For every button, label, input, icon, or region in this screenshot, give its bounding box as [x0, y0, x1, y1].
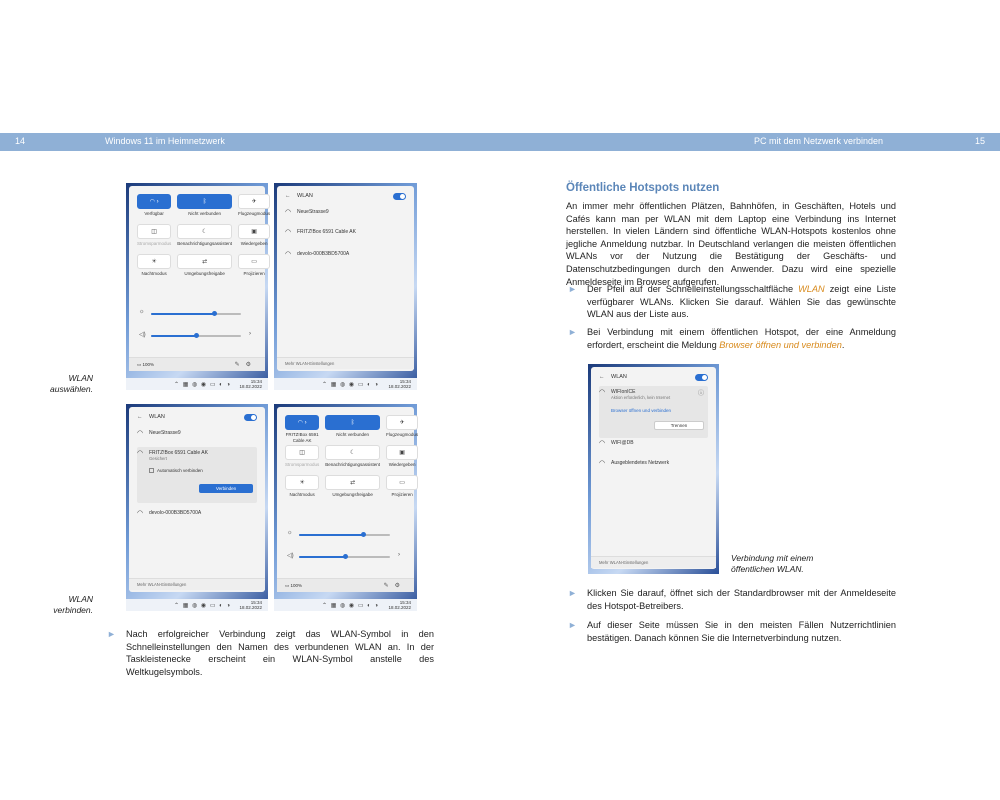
quick-settings-grid — [137, 194, 271, 282]
quick-setting-tile[interactable] — [386, 475, 418, 503]
bullet-arrow-icon: ► — [568, 327, 577, 337]
quick-setting-tile[interactable] — [285, 475, 319, 503]
disconnect-button[interactable]: Trennen — [654, 421, 704, 430]
speaker-icon: ◁) — [139, 332, 146, 338]
chevron-right-icon[interactable]: › — [398, 552, 400, 558]
volume-slider[interactable] — [287, 553, 400, 561]
back-arrow-icon[interactable]: ← — [285, 193, 291, 199]
wifi-icon: ◠ — [285, 229, 292, 236]
quick-setting-tile[interactable] — [238, 224, 270, 252]
quick-setting-label: Nicht verbunden — [336, 432, 370, 437]
page-header — [0, 133, 1000, 151]
quick-setting-label: Projizieren — [391, 492, 413, 497]
clock: 15:34 18.02.2022 — [239, 379, 262, 389]
quick-setting-label: Flugzeugmodus — [238, 211, 271, 216]
quick-setting-tile[interactable] — [325, 475, 380, 503]
quick-setting-tile[interactable] — [325, 415, 380, 443]
wifi-icon: ◠ — [599, 460, 606, 467]
sun-icon[interactable]: ☀ — [137, 254, 171, 269]
quick-settings-panel — [277, 407, 419, 592]
bluetooth-icon[interactable]: ᛒ — [325, 415, 380, 430]
bullet-arrow-icon: ► — [568, 588, 577, 598]
page-number-left: 14 — [15, 136, 26, 146]
quick-setting-tile[interactable] — [177, 224, 232, 252]
caption-select: WLAN auswählen. — [49, 373, 93, 394]
network-item-selected[interactable]: ◠ FRITZ!Box 6591 Cable AK Gesichert Automatisch verbinden Verbinden — [137, 447, 257, 503]
quick-setting-label: Verfügbar — [144, 211, 164, 216]
wifi-icon: ◠ — [285, 251, 292, 258]
battery-saver-icon[interactable]: ◫ — [137, 224, 171, 239]
bullet-connected-info: ► Nach erfolgreicher Verbindung zeigt das WLAN-Symbol in den Schnelleinstellungen den Namen des verbundenen WLAN an. In der Taskleistenecke erscheint ein WLAN-Symbol anstelle des Weltkugelsymbols. — [107, 629, 434, 677]
cast-icon[interactable]: ▣ — [238, 224, 270, 239]
network-item-selected[interactable]: ◠ WIFIonICE Aktion erforderlich, kein Internet ⓘ Browser öffnen und verbinden Trennen — [599, 386, 708, 438]
wlan-header: ← WLAN — [137, 414, 257, 424]
page-number-right: 15 — [975, 136, 986, 146]
wifi-icon: ◠ — [599, 440, 606, 447]
tray-icons[interactable]: ⌃ ▦ ◍ ◉ ▭ ◐ ◑ — [322, 603, 380, 609]
tray-icons[interactable]: ⌃ ▦ ◍ ◉ ▭ ◐ ◑ — [174, 603, 232, 609]
caption-public: Verbindung mit einem öffentlichen WLAN. — [731, 553, 814, 574]
bullet-browser-opens: ► Klicken Sie darauf, öffnet sich der Standardbrowser mit der Anmeldeseite des Hotspot-Betreibers. — [568, 588, 896, 611]
back-arrow-icon[interactable]: ← — [599, 374, 605, 380]
quick-setting-label: Benachrichtigungsassistent — [177, 241, 233, 246]
share-icon[interactable]: ⇄ — [177, 254, 232, 269]
network-item[interactable]: ◠ WIFI@DB — [599, 440, 634, 447]
bullet-confirm-terms: ► Auf dieser Seite müssen Sie in den meisten Fällen Nutzerrichtlinien bestätigen. Danach können Sie die Internetverbindung nutzen. — [568, 620, 896, 643]
network-item[interactable]: ◠ devolo-000B3BD5700A — [137, 510, 202, 517]
auto-connect-checkbox[interactable]: Automatisch verbinden — [149, 468, 203, 473]
caption-connect: WLAN verbinden. — [53, 594, 93, 615]
wifi-icon: ◠ — [137, 510, 144, 517]
quick-settings-grid — [285, 415, 419, 503]
wifi-icon[interactable]: ◠ › — [137, 194, 171, 209]
taskbar — [126, 378, 268, 390]
brightness-slider[interactable] — [287, 531, 400, 539]
more-wlan-settings-link[interactable]: Mehr WLAN-Einstellungen — [591, 556, 716, 568]
wlan-panel — [277, 186, 414, 371]
wlan-header: ← WLAN — [599, 374, 708, 384]
quick-setting-label: Stromsparmodus — [137, 241, 172, 246]
wifi-icon[interactable]: ◠ › — [285, 415, 319, 430]
wifi-icon: ◠ — [285, 209, 292, 216]
wlan-header: ← WLAN — [285, 193, 406, 203]
info-icon: ⓘ — [697, 391, 704, 397]
chevron-right-icon[interactable]: › — [249, 331, 251, 337]
browser-connect-link[interactable]: Browser öffnen und verbinden — [611, 408, 671, 413]
project-icon[interactable]: ▭ — [238, 254, 270, 269]
quick-setting-label: Umgebungsfreigabe — [332, 492, 373, 497]
quick-setting-tile[interactable] — [285, 445, 319, 473]
screenshot-quick-settings-2 — [274, 404, 417, 611]
more-wlan-settings-link[interactable]: Mehr WLAN-Einstellungen — [129, 578, 265, 590]
speaker-icon: ◁) — [287, 553, 294, 559]
moon-icon[interactable]: ☾ — [177, 224, 232, 239]
wlan-connect-panel — [129, 407, 265, 592]
quick-setting-label: Wiedergeben — [388, 462, 416, 467]
quick-setting-tile[interactable] — [238, 194, 270, 222]
brightness-icon: ☼ — [139, 309, 145, 315]
quick-setting-label: Projizieren — [243, 271, 265, 276]
more-wlan-settings-link[interactable]: Mehr WLAN-Einstellungen — [277, 357, 414, 369]
battery-indicator: ▭ 100% — [285, 583, 303, 588]
quick-setting-tile[interactable] — [137, 254, 171, 282]
quick-setting-label: Nachtmodus — [141, 271, 167, 276]
screenshot-hotspot — [588, 364, 719, 574]
network-item[interactable]: ◠ NeueStrasse9 — [137, 430, 181, 437]
wlan-toggle[interactable] — [244, 414, 257, 421]
tray-icons[interactable]: ⌃ ▦ ◍ ◉ ▭ ◐ ◑ — [174, 382, 232, 388]
wifi-icon: ◠ — [137, 430, 144, 437]
quick-setting-tile[interactable] — [137, 194, 171, 222]
bullet-public-hotspot: ► Bei Verbindung mit einem öffentlichen Hotspot, der eine Anmeldung erfordert, erscheint die Meldung Browser öffnen und verbinden. — [568, 327, 896, 350]
quick-setting-tile[interactable] — [386, 445, 418, 473]
quick-setting-tile[interactable] — [386, 415, 418, 443]
quick-setting-tile[interactable] — [238, 254, 270, 282]
hotspot-panel — [591, 367, 716, 569]
quick-setting-tile[interactable] — [325, 445, 380, 473]
bullet-arrow-icon: ► — [568, 284, 577, 294]
quick-setting-tile[interactable] — [177, 194, 232, 222]
bullet-wlan-arrow: ► Der Pfeil auf der Schnelleinstellungsschaltfläche WLAN zeigt eine Liste verfügbarer WLANs. Klicken Sie darauf. Wählen Sie das gewünschte WLAN aus der Liste aus. — [568, 284, 896, 320]
network-item[interactable]: ◠ FRITZ!Box 6591 Cable AK — [285, 229, 356, 236]
share-icon[interactable]: ⇄ — [325, 475, 380, 490]
edit-settings-icons[interactable]: ✎⚙ — [234, 362, 257, 368]
quick-setting-label: FRITZ!Box 6591 Cable AK — [285, 432, 319, 443]
running-title-left: Windows 11 im Heimnetzwerk — [105, 136, 225, 146]
section-heading: Öffentliche Hotspots nutzen — [566, 182, 720, 194]
quick-settings-footer — [277, 578, 414, 592]
volume-slider[interactable] — [139, 332, 251, 340]
quick-settings-footer — [129, 357, 265, 371]
taskbar — [274, 599, 417, 611]
taskbar — [126, 599, 268, 611]
battery-saver-icon[interactable]: ◫ — [285, 445, 319, 460]
bluetooth-icon[interactable]: ᛒ — [177, 194, 232, 209]
running-title-right: PC mit dem Netzwerk verbinden — [754, 136, 884, 146]
battery-indicator: ▭ 100% — [137, 362, 155, 367]
quick-setting-tile[interactable] — [137, 224, 171, 252]
taskbar — [274, 378, 417, 390]
project-icon[interactable]: ▭ — [386, 475, 418, 490]
clock: 15:34 18.02.2022 — [388, 379, 411, 389]
wlan-toggle[interactable] — [393, 193, 406, 200]
clock: 15:34 18.02.2022 — [239, 600, 262, 610]
screenshot-quick-settings-1 — [126, 183, 271, 390]
screenshot-wlan-list — [274, 183, 417, 390]
quick-setting-label: Umgebungsfreigabe — [184, 271, 225, 276]
wlan-toggle[interactable] — [695, 374, 708, 381]
screenshot-wlan-connect — [126, 404, 268, 611]
quick-setting-label: Flugzeugmodus — [386, 432, 419, 437]
brightness-icon: ☼ — [287, 530, 293, 536]
network-item[interactable]: ◠ NeueStrasse9 — [285, 209, 329, 216]
intro-paragraph: An immer mehr öffentlichen Plätzen, Bahnhöfen, in Geschäften, Hotels und Cafés kann man per WLAN mit dem Laptop eine Verbindung ins Internet herstellen. In vielen Ländern sind öffentliche WLAN-Hotspots kostenlos ohne jegliche Anmeldung nutzbar. In Deutschland verlangen die meisten öffentlichen WLANs vor der Nutzung die Bestätigung der Geschäfts- und Datenschutzbedingungen durch den Anwender. Dazu wird eine spezielle Anmeldeseite im Browser aufgerufen. — [566, 201, 896, 287]
edit-settings-icons[interactable]: ✎⚙ — [383, 583, 406, 589]
brightness-slider[interactable] — [139, 310, 251, 318]
quick-setting-label: Benachrichtigungsassistent — [325, 462, 381, 467]
back-arrow-icon[interactable]: ← — [137, 414, 143, 420]
airplane-icon[interactable]: ✈ — [386, 415, 418, 430]
quick-settings-panel — [129, 186, 271, 371]
quick-setting-label: Nachtmodus — [289, 492, 315, 497]
network-item[interactable]: ◠ devolo-000B3BD5700A — [285, 251, 350, 258]
tray-icons[interactable]: ⌃ ▦ ◍ ◉ ▭ ◐ ◑ — [322, 382, 380, 388]
quick-setting-label: Wiedergeben — [240, 241, 268, 246]
network-item[interactable]: ◠ Ausgeblendetes Netzwerk — [599, 460, 670, 467]
connect-button[interactable]: Verbinden — [199, 484, 253, 493]
quick-setting-tile[interactable] — [177, 254, 232, 282]
clock: 15:34 18.02.2022 — [388, 600, 411, 610]
bullet-arrow-icon: ► — [107, 629, 116, 639]
cast-icon[interactable]: ▣ — [386, 445, 418, 460]
wifi-icon: ◠ — [137, 450, 144, 457]
quick-setting-tile[interactable] — [285, 415, 319, 443]
sun-icon[interactable]: ☀ — [285, 475, 319, 490]
airplane-icon[interactable]: ✈ — [238, 194, 270, 209]
quick-setting-label: Stromsparmodus — [285, 462, 320, 467]
wifi-icon: ◠ — [599, 389, 606, 396]
moon-icon[interactable]: ☾ — [325, 445, 380, 460]
quick-setting-label: Nicht verbunden — [188, 211, 222, 216]
bullet-arrow-icon: ► — [568, 620, 577, 630]
